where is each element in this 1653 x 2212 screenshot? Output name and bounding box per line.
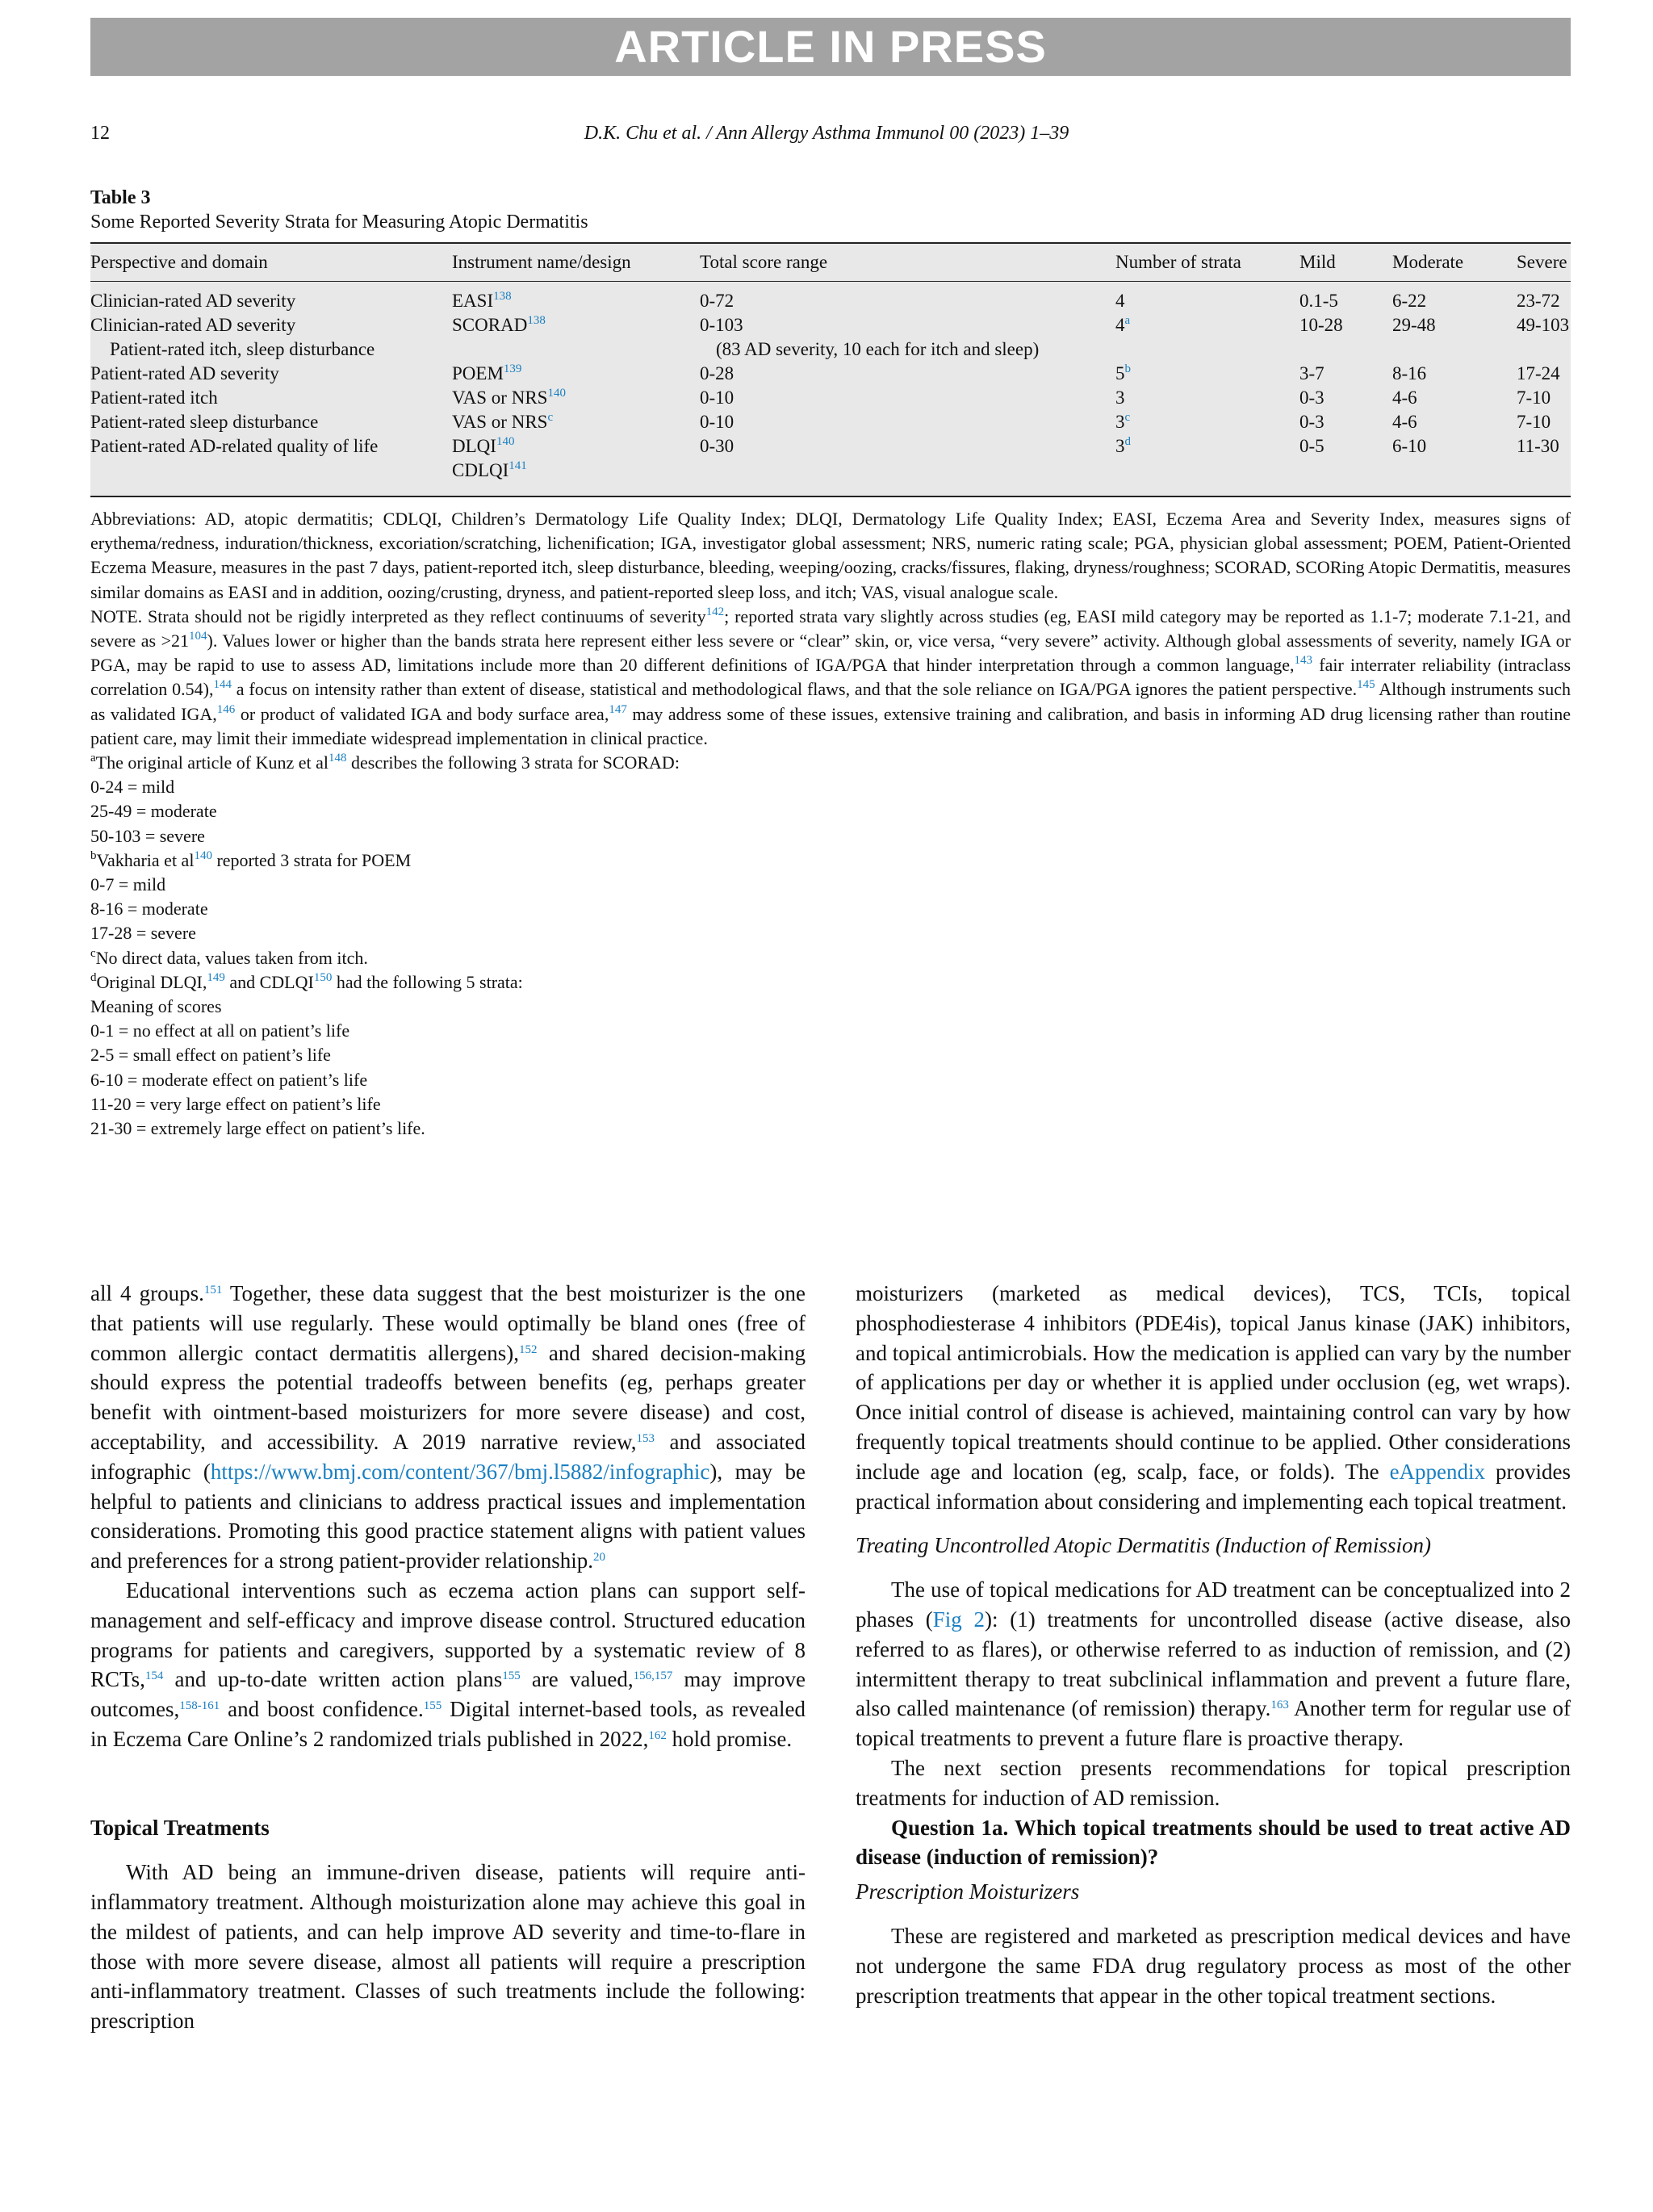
cell-range: 0-30 xyxy=(700,436,734,456)
reference-link[interactable]: 163 xyxy=(1270,1699,1289,1712)
reference-link[interactable]: c xyxy=(1124,411,1131,424)
reference-link[interactable]: 151 xyxy=(203,1284,223,1297)
reference-link[interactable]: 150 xyxy=(313,970,333,984)
reference-link[interactable]: 158-161 xyxy=(179,1699,220,1713)
reference-link[interactable]: 140 xyxy=(547,387,566,400)
figure-link[interactable]: Fig 2 xyxy=(932,1607,985,1632)
reference-link[interactable]: 149 xyxy=(207,970,225,984)
cell-strata: 3 xyxy=(1115,388,1125,408)
reference-link[interactable]: 140 xyxy=(496,435,515,448)
cell-instrument: POEM$^{139}$ xyxy=(452,362,522,383)
body-paragraph: With AD being an immune-driven disease, patients will require anti-inflammatory treatment. Although moisturization alone may achieve this goal in the mildest of patients, and can help improve AD severity and time-to-flare in those with more severe disease, almost all patients will require a prescription anti-inflammatory treatment. Classes of such treatments include the following: prescription xyxy=(90,1860,806,2034)
cell-domain: Patient-rated itch xyxy=(90,388,218,408)
cell-strata: 3$^c$ xyxy=(1115,411,1131,432)
body-paragraph: The use of topical medications for AD treatment can be conceptualized into 2 phases (Fig 2): (1) treatments for uncontrolled disease (active disease, also referred to as flares), or otherwise referred to as induction of remission, and (2) intermittent therapy to treat subclinical inflammation and prevent a future flare, also called maintenance (of remission) therapy.$^{163}$ Another term for regular use of topical treatments to prevent a future flare is proactive therapy. xyxy=(856,1577,1571,1751)
running-head: D.K. Chu et al. / Ann Allergy Asthma Immunol 00 (2023) 1–39 xyxy=(584,123,1069,144)
reference-link[interactable]: 157 xyxy=(654,1669,673,1683)
reference-link[interactable]: 155 xyxy=(502,1669,521,1683)
col-header-instrument: Instrument name/design xyxy=(452,252,631,272)
cell-severe: 7-10 xyxy=(1517,412,1551,432)
cell-moderate: 8-16 xyxy=(1392,363,1427,383)
col-header-mild: Mild xyxy=(1299,252,1336,272)
cell-mild: 0-3 xyxy=(1299,388,1324,408)
page-number: 12 xyxy=(90,123,110,144)
infographic-url-link[interactable]: https://www.bmj.com/content/367/bmj.l5882/infographic xyxy=(210,1459,710,1484)
cell-severe: 17-24 xyxy=(1517,363,1560,383)
cell-instrument: VAS or NRS$^c$ xyxy=(452,411,554,432)
reference-link[interactable]: 140 xyxy=(194,848,212,862)
table-row xyxy=(90,410,1571,434)
cell-domain: Patient-rated itch, sleep disturbance xyxy=(110,339,375,359)
table-row xyxy=(90,289,1571,313)
footnote-c: $^c$No direct data, values taken from itch. xyxy=(90,946,368,968)
footnote-line: 25-49 = moderate xyxy=(90,801,217,822)
cell-domain: Clinician-rated AD severity xyxy=(90,315,296,335)
left-column xyxy=(90,1279,806,2036)
cell-severe: 23-72 xyxy=(1517,291,1560,311)
footnote-line: 0-7 = mild xyxy=(90,874,166,895)
footnote-line: 50-103 = severe xyxy=(90,825,205,846)
footnote-line: 0-24 = mild xyxy=(90,777,175,798)
section-heading: Topical Treatments xyxy=(90,1816,270,1841)
table-row xyxy=(90,434,1571,459)
reference-link[interactable]: 156 xyxy=(633,1669,652,1683)
cell-instrument: EASI$^{138}$ xyxy=(452,290,512,311)
col-header-domain: Perspective and domain xyxy=(90,252,268,272)
body-paragraph: Educational interventions such as eczema action plans can support self-management and self-efficacy and improve disease control. Structured education programs for patients and caregivers, supported by a systematic review of 8 RCTs,$^{154}$ and up-to-date written action plans$^{155}$ are valued,$^{156,157}$ may improve outcomes,$^{158-161}$ and boost confidence.$^{155}$ Digital internet-based tools, as revealed in Eczema Care Online’s 2 randomized trials published in 2022,$^{162}$ hold promise. xyxy=(90,1577,806,1751)
reference-link[interactable]: 104 xyxy=(189,630,207,643)
reference-link[interactable]: 162 xyxy=(648,1728,667,1742)
cell-moderate: 29-48 xyxy=(1392,315,1436,335)
table-row xyxy=(90,337,1571,362)
cell-severe: 11-30 xyxy=(1517,436,1559,456)
footnote-line: Meaning of scores xyxy=(90,996,222,1017)
subsection-heading: Prescription Moisturizers xyxy=(856,1879,1080,1904)
reference-link[interactable]: 142 xyxy=(705,605,725,618)
table-row xyxy=(90,459,1571,483)
reference-link[interactable]: 153 xyxy=(636,1431,655,1445)
cell-strata: 3$^d$ xyxy=(1115,435,1131,456)
cell-domain: Patient-rated AD-related quality of life xyxy=(90,436,379,456)
body-paragraph: moisturizers (marketed as medical devices), TCS, TCIs, topical phosphodiesterase 4 inhibitors (PDE4is), topical Janus kinase (JAK) inhibitors, and topical antimicrobials. How the medication is applied can vary by the number of applications per day or whether it is applied under occlusion (eg, wet wraps). Once initial control of disease is achieved, maintaining control can vary by how frequently topical treatments should continue to be applied. Other considerations include age and location (eg, scalp, face, or folds). The eAppendix provides practical information about considering and implementing each topical treatment. xyxy=(856,1281,1571,1514)
cell-mild: 0-5 xyxy=(1299,436,1324,456)
footnote-line: 11-20 = very large effect on patient’s life xyxy=(90,1093,381,1114)
footnote-line: 0-1 = no effect at all on patient’s life xyxy=(90,1020,350,1041)
abbreviations-note: Abbreviations: AD, atopic dermatitis; CDLQI, Children’s Dermatology Life Quality Index; DLQI, Dermatology Life Quality Index; EASI, Eczema Area and Severity Index, measures signs of erythema/redness, induration/thickness, excoriation/scratching, lichenification; IGA, investigator global assessment; NRS, numeric rating scale; PGA, physician global assessment; POEM, Patient-Oriented Eczema Measure, measures in the past 7 days, patient-reported itch, sleep disturbance, bleeding, weeping/oozing, cracks/fissures, flaking, dryness/roughness; SCORAD, SCORing Atopic Dermatitis, measures similar domains as EASI and in addition, oozing/crusting, dryness, and patient-reported sleep loss, and itch; VAS, visual analogue scale. xyxy=(90,509,1571,602)
cell-moderate: 4-6 xyxy=(1392,412,1417,432)
cell-strata: 5$^b$ xyxy=(1115,362,1131,383)
cell-mild: 3-7 xyxy=(1299,363,1324,383)
body-paragraph: The next section presents recommendations for topical prescription treatments for induction of AD remission. xyxy=(856,1755,1571,1810)
table-subtitle: Some Reported Severity Strata for Measuring Atopic Dermatitis xyxy=(90,212,588,233)
cell-range: 0-10 xyxy=(700,412,734,432)
subsection-heading: Treating Uncontrolled Atopic Dermatitis (Induction of Remission) xyxy=(856,1533,1431,1558)
article-in-press-banner: ARTICLE IN PRESS xyxy=(90,18,1571,76)
cell-range: 0-28 xyxy=(700,363,734,383)
reference-link[interactable]: 143 xyxy=(1294,654,1313,668)
cell-instrument: SCORAD$^{138}$ xyxy=(452,314,546,335)
reference-link[interactable]: 154 xyxy=(144,1669,164,1683)
question-heading: Question 1a. Which topical treatments should be used to treat active AD disease (induction of remission)? xyxy=(856,1815,1571,1870)
reference-link[interactable]: 20 xyxy=(593,1551,606,1565)
cell-range: 0-103 xyxy=(700,315,743,335)
col-header-severe: Severe xyxy=(1517,252,1567,272)
cell-domain: Patient-rated sleep disturbance xyxy=(90,412,319,432)
cell-instrument: DLQI$^{140}$ xyxy=(452,435,515,456)
cell-range: 0-10 xyxy=(700,388,734,408)
reference-link[interactable]: 152 xyxy=(519,1343,538,1356)
col-header-strata: Number of strata xyxy=(1115,252,1241,272)
table-notes xyxy=(90,507,1571,1141)
reference-link[interactable]: 138 xyxy=(493,290,512,303)
cell-domain: Patient-rated AD severity xyxy=(90,363,279,383)
cell-strata: 4$^a$ xyxy=(1115,314,1131,335)
table-row xyxy=(90,386,1571,410)
cell-instrument: VAS or NRS$^{140}$ xyxy=(452,387,566,408)
table-header-row xyxy=(90,244,1571,282)
footnote-line: 17-28 = severe xyxy=(90,923,196,944)
table-title: Table 3 xyxy=(90,187,151,208)
reference-link[interactable]: 147 xyxy=(609,702,627,716)
cell-domain: Clinician-rated AD severity xyxy=(90,291,296,311)
reference-link[interactable]: 141 xyxy=(508,459,527,472)
note-paragraph: NOTE. Strata should not be rigidly interpreted as they reflect continuums of severity$^{142}$; reported strata vary slightly across studies (eg, EASI mild category may be reported as 1.1-7; moderate 7.1-21, and severe as $>21^{104}$). Values lower or higher than the bands strata here represent either less severe or “clear” skin, or, vice versa, “very severe” activity. Although global assessments of severity, namely IGA or PGA, may be rapid to use to assess AD, limitations include more than 20 different definitions of IGA/PGA that hinder interpretation through a common language,$^{143}$ fair interrater reliability (intraclass correlation 0.54),$^{144}$ a focus on intensity rather than extent of disease, statistical and methodological flaws, and that the sole reliance on IGA/PGA ignores the patient perspective.$^{145}$ Although instruments such as validated IGA,$^{146}$ or product of validated IGA and body surface area,$^{147}$ may address some of these issues, extensive training and calibration, and basis in informing AD drug licensing rather than routine patient care, may limit their immediate widespread implementation in clinical practice. xyxy=(90,605,1571,748)
col-header-range: Total score range xyxy=(700,252,828,272)
body-paragraph: all 4 groups.$^{151}$ Together, these data suggest that the best moisturizer is the one that patients will use regularly. These would optimally be bland ones (free of common allergic contact dermatitis allergens),$^{152}$ and shared decision-making should express the potential tradeoffs between benefits (eg, perhaps greater benefit with ointment-based moisturizers for more severe disease) and cost, acceptability, and accessibility. A 2019 narrative review,$^{153}$ and associated infographic (https://www.bmj.com/content/367/bmj.l5882/infographic), may be helpful to patients and clinicians to address practical issues and implementation considerations. Promoting this good practice statement aligns with patient values and preferences for a strong patient-provider relationship.$^{20}$ xyxy=(90,1281,806,1573)
table-row xyxy=(90,362,1571,386)
reference-link[interactable]: 146 xyxy=(216,702,236,716)
cell-moderate: 6-10 xyxy=(1392,436,1427,456)
cell-severe: 7-10 xyxy=(1517,388,1551,408)
cell-severe: 49-103 xyxy=(1517,315,1570,335)
cell-strata: 4 xyxy=(1115,291,1125,311)
footnote-d: $^d$Original DLQI,$^{149}$ and CDLQI$^{150}$ had the following 5 strata: xyxy=(90,970,523,992)
cell-mild: 10-28 xyxy=(1299,315,1343,335)
reference-link[interactable]: b xyxy=(1124,362,1131,375)
severity-strata-table xyxy=(90,242,1571,497)
reference-link[interactable]: 139 xyxy=(503,362,522,375)
reference-link[interactable]: 148 xyxy=(329,752,347,765)
cell-mild: 0.1-5 xyxy=(1299,291,1338,311)
reference-link[interactable]: a xyxy=(1124,314,1131,327)
reference-link[interactable]: 145 xyxy=(1357,678,1375,692)
body-paragraph: These are registered and marketed as prescription medical devices and have not undergone the same FDA drug regulatory process as most of the other prescription treatments that appear in the other topical treatment sections. xyxy=(856,1923,1571,2008)
eappendix-link[interactable]: eAppendix xyxy=(1389,1459,1486,1484)
reference-link[interactable]: 144 xyxy=(213,678,232,692)
cell-moderate: 6-22 xyxy=(1392,291,1427,311)
cell-mild: 0-3 xyxy=(1299,412,1324,432)
reference-link[interactable]: 155 xyxy=(423,1699,442,1713)
footnote-a: $^a$The original article of Kunz et $al^{148}$ describes the following 3 strata for SCORAD: xyxy=(90,752,680,773)
cell-instrument: CDLQI$^{141}$ xyxy=(452,459,527,480)
right-column xyxy=(856,1279,1571,2010)
reference-link[interactable]: c xyxy=(547,411,554,424)
footnote-line: 2-5 = small effect on patient’s life xyxy=(90,1045,331,1066)
footnote-line: 8-16 = moderate xyxy=(90,899,208,920)
footnote-line: 21-30 = extremely large effect on patient’s life. xyxy=(90,1118,425,1139)
reference-link[interactable]: 138 xyxy=(527,314,546,327)
reference-link[interactable]: d xyxy=(1124,435,1131,448)
cell-range: (83 AD severity, 10 each for itch and sleep) xyxy=(716,339,1040,359)
cell-moderate: 4-6 xyxy=(1392,388,1417,408)
footnote-b: $^b$Vakharia et $al^{140}$ reported 3 strata for POEM xyxy=(90,848,412,870)
footnote-line: 6-10 = moderate effect on patient’s life xyxy=(90,1069,368,1090)
table-row xyxy=(90,313,1571,337)
col-header-moderate: Moderate xyxy=(1392,252,1464,272)
cell-range: 0-72 xyxy=(700,291,734,311)
